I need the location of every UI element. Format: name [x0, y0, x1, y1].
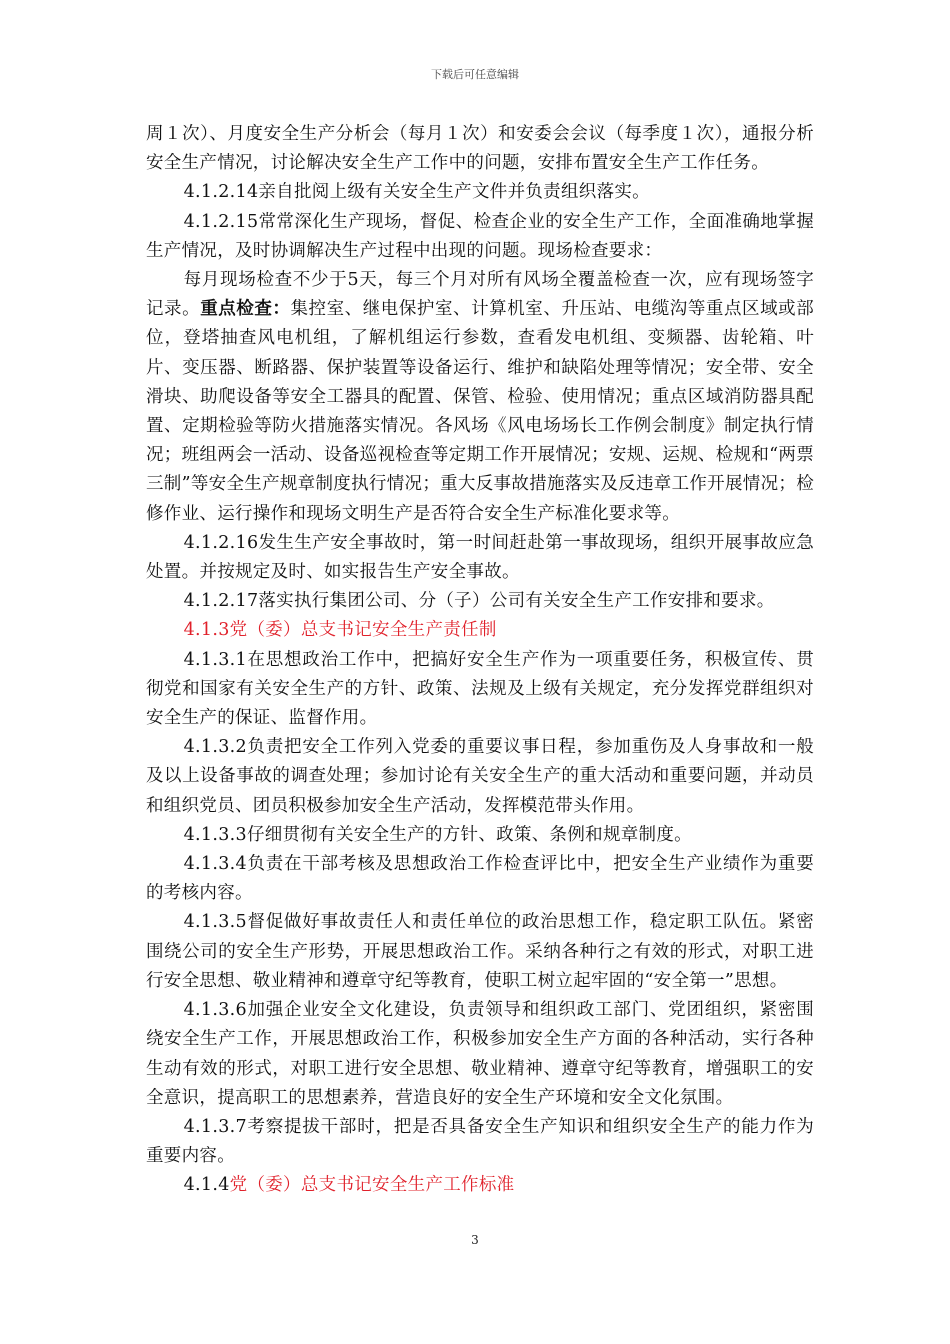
clause-4-1-2-17: 4.1.2.17落实执行集团公司、分（子）公司有关安全生产工作安排和要求。 — [183, 591, 775, 612]
clause-4-1-2-14: 4.1.2.14亲自批阅上级有关安全生产文件并负责组织落实。 — [183, 182, 650, 203]
clause-4-1-3-4: 4.1.3.4负责在干部考核及思想政治工作检查评比中，把安全生产业绩作为重要的考核内容。 — [146, 854, 814, 904]
clause-4-1-3-6: 4.1.3.6加强企业安全文化建设，负责领导和组织政工部门、党团组织，紧密围绕安全生产工作，开展思想政治工作，积极参加安全生产方面的各种活动，实行各种生动有效的形式，对职工进行安全思想、敬业精神、遵章守纪等教育，增强职工的安全意识，提高职工的思想素养，营造良好的安全生产环境和安全文化氛围。 — [146, 1000, 814, 1108]
clause-4-1-3-2: 4.1.3.2负责把安全工作列入党委的重要议事日程，参加重伤及人身事故和一般及以上设备事故的调查处理；参加讨论有关安全生产的重大活动和重要问题，并动员和组织党员、团员积极参加安全生产活动，发挥模范带头作用。 — [146, 737, 814, 816]
section-title: 党（委）总支书记安全生产工作标准 — [229, 1175, 515, 1196]
key-inspection-label: 重点检查： — [200, 299, 291, 320]
section-title: 党（委）总支书记安全生产责任制 — [229, 620, 497, 641]
key-inspection-items: 集控室、继电保护室、计算机室、升压站、电缆沟等重点区域或部位，登塔抽查风电机组，了解机组运行参数，查看发电机组、变频器、齿轮箱、叶片、变压器、断路器、保护装置等设备运行、维护和缺陷处理等情况；安全带、安全滑块、助爬设备等安全工器具的配置、保管、检验、使用情况；重点区域消防器具配置、定期检验等防火措施落实情况。各风场《风电场场长工作例会制度》制定执行情况；班组两会一活动、设备巡视检查等定期工作开展情况；安规、运规、检规和“两票三制”等安全生产规章制度执行情况；重大反事故措施落实及反违章工作开展情况；检修作业、运行操作和现场文明生产是否符合安全生产标准化要求等。 — [146, 299, 815, 524]
section-heading-4-1-3 — [146, 616, 814, 645]
clause-4-1-3-3: 4.1.3.3仔细贯彻有关安全生产的方针、政策、条例和规章制度。 — [183, 824, 692, 845]
inspection-frequency: 每月现场检查不少于5天，每三个月对所有风场全覆盖检查一次，应有现场签字记录。 — [146, 270, 814, 320]
clause-4-1-3-1: 4.1.3.1在思想政治工作中，把搞好安全生产作为一项重要任务，积极宣传、贯彻党和国家有关安全生产的方针、政策、法规及上级有关规定，充分发挥党群组织对安全生产的保证、监督作用。 — [146, 649, 814, 729]
page-number: 3 — [471, 1233, 479, 1247]
section-number: 4.1.4 — [183, 1175, 230, 1196]
section-heading-4-1-4 — [146, 1171, 814, 1200]
section-number: 4.1.3 — [183, 620, 230, 641]
clause-4-1-2-16: 4.1.2.16发生生产安全事故时，第一时间赶赴第一事故现场，组织开展事故应急处置。并按规定及时、如实报告生产安全事故。 — [146, 532, 814, 583]
page-header: 下载后可任意编辑 — [431, 68, 519, 81]
clause-4-1-2-15: 4.1.2.15常常深化生产现场，督促、检查企业的安全生产工作，全面准确地掌握生产情况，及时协调解决生产过程中出现的问题。现场检查要求： — [146, 211, 814, 261]
clause-4-1-3-5: 4.1.3.5督促做好事故责任人和责任单位的政治思想工作，稳定职工队伍。紧密围绕公司的安全生产形势，开展思想政治工作。采纳各种行之有效的形式，对职工进行安全思想、敬业精神和遵章守纪等教育，使职工树立起牢固的“安全第一”思想。 — [146, 912, 814, 991]
clause-4-1-3-7: 4.1.3.7考察提拔干部时，把是否具备安全生产知识和组织安全生产的能力作为重要内容。 — [146, 1116, 814, 1167]
inspection-requirements — [146, 266, 814, 529]
paragraph: 周１次）、月度安全生产分析会（每月１次）和安委会会议（每季度１次），通报分析安全生产情况，讨论解决安全生产工作中的问题，安排布置安全生产工作任务。 — [146, 124, 814, 174]
document-body — [146, 120, 814, 1201]
